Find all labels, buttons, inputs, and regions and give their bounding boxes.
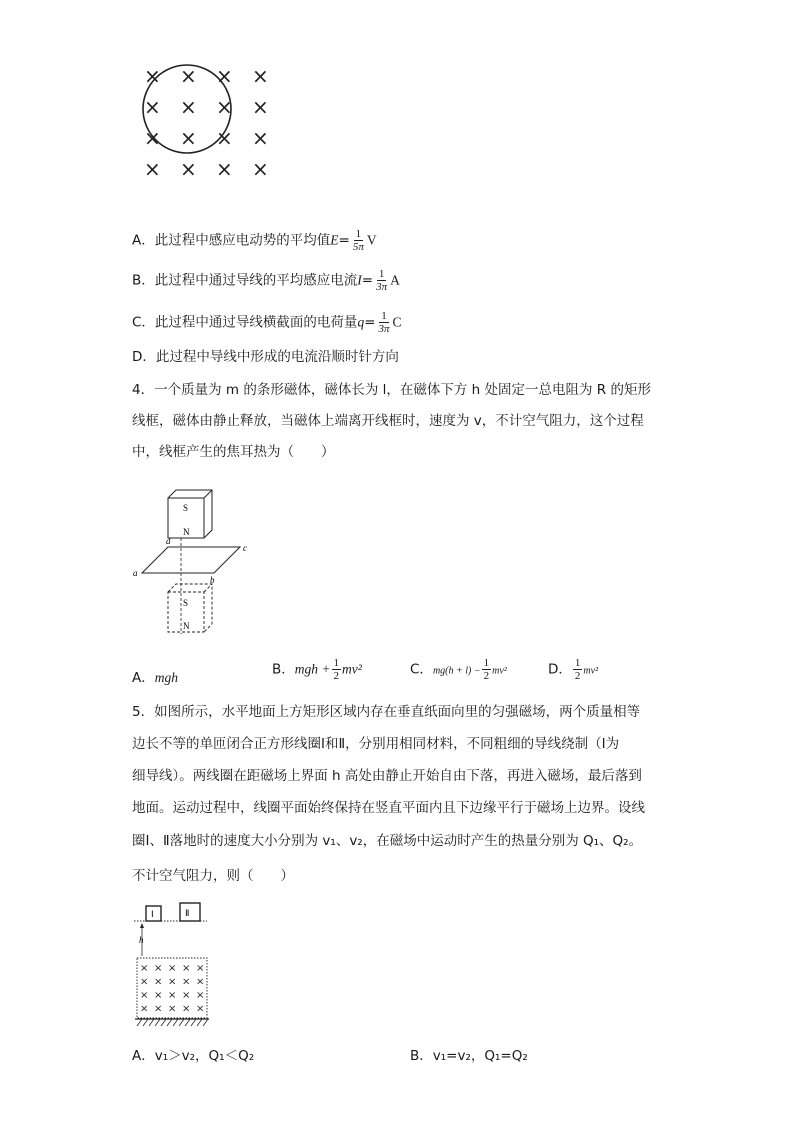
magnet-frame-figure <box>130 486 255 638</box>
q3-option-c <box>132 310 402 335</box>
field-cross-icon: × <box>168 1003 177 1015</box>
field-cross-icon: × <box>180 157 197 181</box>
field-cross-icon: × <box>144 64 161 88</box>
field-cross-icon: × <box>216 95 233 119</box>
rectangular-frame <box>142 547 240 573</box>
magnetic-field-circle-figure <box>135 62 280 184</box>
field-cross-icon: × <box>168 990 177 1001</box>
ground-hatching <box>137 1019 208 1026</box>
field-cross-icon: × <box>182 1003 191 1015</box>
field-cross-icon: × <box>144 157 161 181</box>
field-cross-icon: × <box>252 157 269 181</box>
ground-hatch-line <box>185 1019 190 1026</box>
field-cross-icon: × <box>196 963 205 974</box>
field-cross-icon: × <box>216 64 233 88</box>
height-label: h <box>139 935 144 945</box>
coil-1-label: Ⅰ <box>151 909 154 919</box>
frame-label-b: b <box>210 575 215 585</box>
q4-option-c <box>410 657 507 682</box>
ground-hatch-line <box>155 1019 160 1026</box>
field-cross-icon: × <box>196 990 205 1001</box>
q4-option-a-expr: mgh <box>154 670 178 685</box>
q3-option-c-den: 3π <box>378 323 390 335</box>
frame-label-d: d <box>166 536 171 546</box>
ground-hatch-line <box>137 1019 142 1026</box>
ground-hatch-line <box>179 1019 184 1026</box>
field-cross-icon: × <box>168 976 177 988</box>
ground-hatch-line <box>197 1019 202 1026</box>
ground-hatch-line <box>161 1019 166 1026</box>
frame-label-a: a <box>133 568 138 578</box>
q5-stem-line-1: 5．如图所示，水平地面上方矩形区域内存在垂直纸面向里的匀强磁场，两个质量相等 <box>132 704 641 720</box>
ground-hatch-line <box>167 1019 172 1026</box>
q4-option-c-label: C． <box>410 661 433 678</box>
field-cross-icon: × <box>168 963 177 974</box>
field-cross-icon: × <box>180 64 197 88</box>
q3-option-b-den: 3π <box>376 281 388 293</box>
q3-option-b-text: B．此过程中通过导线的平均感应电流 <box>132 272 358 289</box>
q4-option-c-fraction <box>482 657 492 682</box>
q4-option-d <box>548 657 598 682</box>
coils-field-figure <box>132 898 212 1028</box>
q3-option-d: D．此过程中导线中形成的电流沿顺时针方向 <box>132 349 399 365</box>
field-cross-icon: × <box>180 126 197 150</box>
q4-option-b-label: B． <box>272 661 295 678</box>
field-cross-icon: × <box>140 990 149 1001</box>
field-cross-icon: × <box>252 64 269 88</box>
q3-option-a-text: A．此过程中感应电动势的平均值 <box>132 232 331 249</box>
q3-option-b-num: 1 <box>378 268 385 280</box>
q4-stem-line-1: 4．一个质量为 m 的条形磁体，磁体长为 l，在磁体下方 h 处固定一总电阻为 R 的矩形 <box>132 382 651 398</box>
q3-option-b <box>132 268 400 293</box>
q4-option-c-post: mv² <box>492 665 507 677</box>
q4-option-d-label: D． <box>548 661 572 678</box>
field-cross-icon: × <box>144 126 161 150</box>
q4-option-b-pre: mgh + <box>294 661 331 677</box>
field-cross-icon: × <box>140 1003 149 1015</box>
q3-option-a-fraction <box>351 228 366 253</box>
q4-option-d-num: 1 <box>574 657 581 669</box>
field-cross-icon: × <box>154 990 163 1001</box>
q3-option-b-fraction <box>374 268 389 293</box>
field-cross-icon: × <box>252 126 269 150</box>
field-cross-icon: × <box>140 963 149 974</box>
field-cross-icon: × <box>182 990 191 1001</box>
field-cross-icon: × <box>154 976 163 988</box>
q4-option-c-pre: mg(h + l) − <box>432 665 481 677</box>
q4-option-b-num: 1 <box>333 657 339 669</box>
q3-option-b-unit: A <box>390 272 400 288</box>
field-crosses <box>144 64 269 181</box>
field-cross-icon: × <box>154 1003 163 1015</box>
q5-stem-line-4: 地面。运动过程中，线圈平面始终保持在竖直平面内且下边缘平行于磁场上边界。设线 <box>132 800 645 816</box>
q3-option-c-num: 1 <box>381 310 387 322</box>
field-cross-icon: × <box>196 1003 205 1015</box>
q3-option-a-var: E <box>330 232 339 248</box>
coil-2 <box>180 903 200 921</box>
ground-hatch-line <box>149 1019 154 1026</box>
q4-option-b <box>272 657 362 682</box>
ground-hatch-line <box>143 1019 148 1026</box>
q4-option-b-den: 2 <box>333 670 339 682</box>
q3-option-a-den: 5π <box>352 241 364 253</box>
q3-option-a-unit: V <box>366 232 377 248</box>
field-cross-icon: × <box>216 126 233 150</box>
q3-option-a-eq: = <box>338 232 350 249</box>
q4-option-b-fraction <box>332 657 342 682</box>
field-cross-icon: × <box>252 95 269 119</box>
q5-stem-line-6: 不计空气阻力，则（ ） <box>132 868 294 884</box>
ground-hatch-line <box>191 1019 196 1026</box>
ground-hatch-line <box>203 1019 208 1026</box>
q3-option-c-eq: = <box>364 314 376 331</box>
q5-stem-line-2: 边长不等的单匝闭合正方形线圈Ⅰ和Ⅱ，分别用相同材料，不同粗细的导线绕制（Ⅰ为 <box>132 736 620 752</box>
field-region-crosses <box>140 963 204 1015</box>
coil-2-label: Ⅱ <box>185 908 190 918</box>
q3-option-c-unit: C <box>392 314 402 330</box>
field-cross-icon: × <box>154 963 163 974</box>
magnet-bottom-n-label: N <box>183 621 190 631</box>
q5-stem-line-3: 细导线）。两线圈在距磁场上界面 h 高处由静止开始自由下落，再进入磁场，最后落到 <box>132 768 642 784</box>
q3-option-c-var: q <box>357 314 365 330</box>
q3-option-b-var: I <box>357 272 362 288</box>
q4-option-c-num: 1 <box>483 657 490 669</box>
q4-option-a-label: A． <box>132 670 155 686</box>
field-cross-icon: × <box>182 976 191 988</box>
magnet-bottom-s-label: S <box>183 598 189 608</box>
field-cross-icon: × <box>180 95 197 119</box>
q3-option-a <box>132 228 377 253</box>
magnet-top-s-label: S <box>183 503 189 513</box>
magnet-top <box>168 490 212 538</box>
field-cross-icon: × <box>144 95 161 119</box>
field-cross-icon: × <box>216 157 233 181</box>
q5-option-b: B．v₁=v₂，Q₁=Q₂ <box>410 1048 528 1064</box>
magnet-bottom-dashed <box>168 584 212 632</box>
field-cross-icon: × <box>140 976 149 988</box>
ground-hatch-line <box>173 1019 178 1026</box>
magnet-top-n-label: N <box>183 527 190 537</box>
q3-option-a-num: 1 <box>355 228 362 240</box>
q4-option-d-fraction <box>573 657 583 682</box>
q3-option-c-text: C．此过程中通过导线横截面的电荷量 <box>132 314 358 331</box>
q4-option-d-den: 2 <box>574 670 581 682</box>
q5-stem-line-5: 圈Ⅰ、Ⅱ落地时的速度大小分别为 v₁、v₂，在磁场中运动时产生的热量分别为 Q₁、Q₂。 <box>132 833 643 849</box>
q4-stem-line-2: 线框，磁体由静止释放，当磁体上端离开线框时，速度为 v，不计空气阻力，这个过程 <box>132 413 644 429</box>
q5-option-a: A．v₁＞v₂，Q₁＜Q₂ <box>132 1048 255 1064</box>
q3-option-b-eq: = <box>361 272 374 289</box>
q3-option-c-fraction <box>377 310 392 335</box>
q4-stem-line-3: 中，线框产生的焦耳热为（ ） <box>132 444 335 460</box>
q4-option-d-post: mv² <box>583 665 599 677</box>
field-cross-icon: × <box>182 963 191 974</box>
frame-label-c: c <box>243 543 247 553</box>
q4-option-a <box>132 666 178 686</box>
q4-option-c-den: 2 <box>483 670 490 682</box>
q4-option-b-post: mv² <box>342 661 362 677</box>
field-cross-icon: × <box>196 976 205 988</box>
